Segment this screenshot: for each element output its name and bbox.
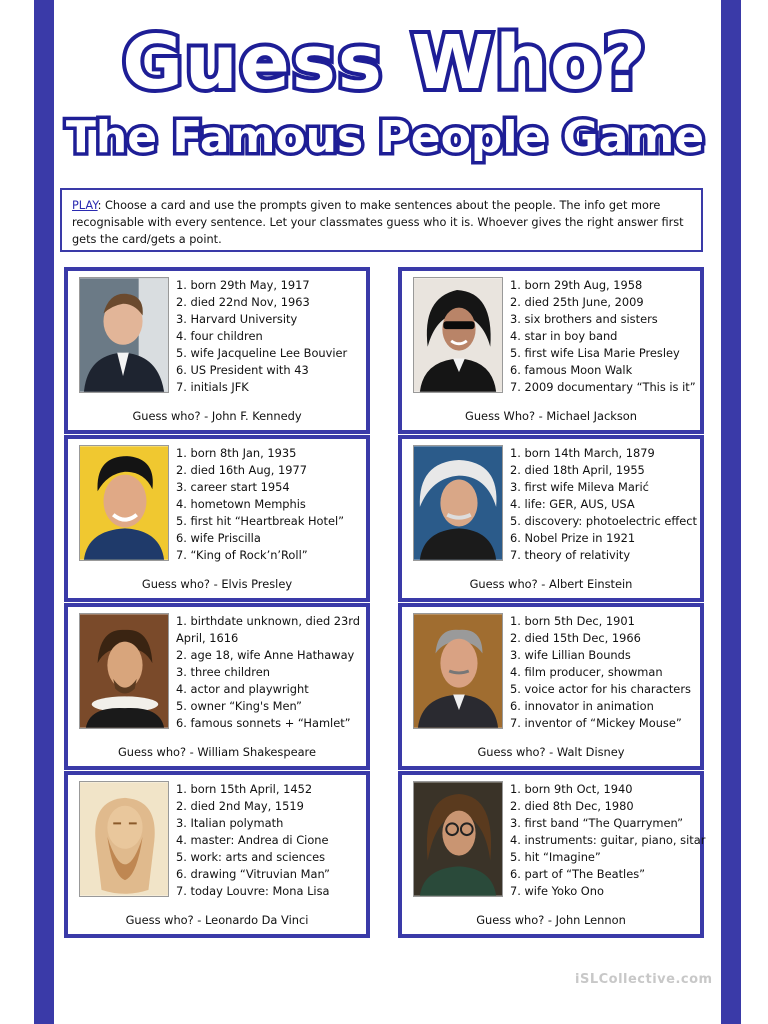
fact-item: 5. work: arts and sciences [176,850,326,864]
card-8 [398,771,704,938]
fact-list [510,277,702,396]
fact-item: 2. died 25th June, 2009 [510,295,644,309]
fact-item: 3. career start 1954 [176,480,290,494]
fact-item: 2. age 18, wife Anne Hathaway [176,648,355,662]
instructions-label: PLAY [72,199,98,212]
card-answer: Guess who? - Walt Disney [477,745,625,759]
page-subtitle: The Famous People Game [65,112,705,163]
fact-item: 1. born 14th March, 1879 [510,446,655,460]
fact-item: 7. today Louvre: Mona Lisa [176,884,330,898]
fact-item: 5. first hit “Heartbreak Hotel” [176,514,345,528]
fact-item: 6. wife Priscilla [176,531,261,545]
portrait-drawing [79,781,169,897]
portrait-photo [413,445,503,561]
fact-item: 6. famous sonnets + “Hamlet” [176,716,351,730]
fact-item: 7. theory of relativity [510,548,631,562]
fact-item: 4. star in boy band [510,329,618,343]
portrait-photo [413,781,503,897]
fact-item: 4. life: GER, AUS, USA [510,497,635,511]
fact-item: 3. six brothers and sisters [510,312,658,326]
card-4 [398,435,704,602]
instructions-text: : Choose a card and use the prompts given to make sentences about the people. The info get more recognisable with every sentence. Let your classmates guess who it is. Whoever gives the right answer first gets the card/gets a point. [72,199,684,246]
fact-item: 1. born 5th Dec, 1901 [510,614,635,628]
fact-item: 7. inventor of “Mickey Mouse” [510,716,682,730]
card-answer: Guess Who? - Michael Jackson [465,409,637,423]
fact-item: 7. “King of Rock’n’Roll” [176,548,308,562]
portrait-photo [79,277,169,393]
fact-item: 3. Italian polymath [176,816,284,830]
fact-item: 2. died 2nd May, 1519 [176,799,304,813]
fact-item: 4. master: Andrea di Cione [176,833,329,847]
card-answer: Guess who? - William Shakespeare [117,745,317,759]
fact-item: 4. four children [176,329,263,343]
fact-list [510,445,702,564]
fact-item: 7. 2009 documentary “This is it” [510,380,696,394]
fact-item: 5. discovery: photoelectric effect [510,514,697,528]
fact-item: 1. born 9th Oct, 1940 [510,782,633,796]
fact-item: 4. film producer, showman [510,665,663,679]
portrait-photo [413,613,503,729]
fact-item: 6. innovator in animation [510,699,654,713]
page-title: Guess Who? [122,20,648,106]
fact-item: 1. born 29th May, 1917 [176,278,310,292]
fact-list [176,781,368,900]
portrait-photo [79,445,169,561]
instructions-box [60,188,703,252]
fact-item: 5. owner “King's Men” [176,699,302,713]
fact-item: 4. instruments: guitar, piano, sitar [510,833,706,847]
fact-list [510,781,706,900]
card-answer: Guess who? - John Lennon [476,913,626,927]
card-answer: Guess who? - Leonardo Da Vinci [125,913,309,927]
fact-item: 2. died 18th April, 1955 [510,463,645,477]
fact-list [510,613,702,732]
portrait-photo [413,277,503,393]
fact-item: 3. Harvard University [176,312,298,326]
fact-item: April, 1616 [176,631,239,645]
fact-list [176,613,368,732]
fact-item: 6. US President with 43 [176,363,309,377]
page-border-left [34,0,54,1024]
card-answer: Guess who? - Albert Einstein [469,577,633,591]
fact-item: 5. wife Jacqueline Lee Bouvier [176,346,348,360]
fact-item: 7. wife Yoko Ono [510,884,604,898]
card-3 [64,435,370,602]
fact-item: 6. drawing “Vitruvian Man” [176,867,330,881]
fact-item: 2. died 15th Dec, 1966 [510,631,641,645]
fact-item: 3. first wife Mileva Marić [510,480,649,494]
fact-item: 4. hometown Memphis [176,497,306,511]
card-1 [64,267,370,434]
fact-list [176,277,368,396]
portrait-photo [79,613,169,729]
card-7 [64,771,370,938]
card-answer: Guess who? - John F. Kennedy [132,409,302,423]
fact-list [176,445,368,564]
fact-item: 3. wife Lillian Bounds [510,648,631,662]
fact-item: 4. actor and playwright [176,682,309,696]
fact-item: 5. hit “Imagine” [510,850,601,864]
fact-item: 7. initials JFK [176,380,249,394]
fact-item: 6. famous Moon Walk [510,363,633,377]
fact-item: 1. born 8th Jan, 1935 [176,446,297,460]
fact-item: 5. voice actor for his characters [510,682,691,696]
watermark: iSLCollective.com [575,972,713,987]
fact-item: 6. Nobel Prize in 1921 [510,531,636,545]
fact-item: 1. born 29th Aug, 1958 [510,278,643,292]
page-border-right [721,0,741,1024]
card-answer: Guess who? - Elvis Presley [141,577,293,591]
fact-item: 2. died 8th Dec, 1980 [510,799,634,813]
fact-item: 2. died 22nd Nov, 1963 [176,295,310,309]
fact-item: 1. born 15th April, 1452 [176,782,313,796]
fact-item: 3. three children [176,665,270,679]
card-5 [64,603,370,770]
fact-item: 6. part of “The Beatles” [510,867,646,881]
card-2 [398,267,704,434]
fact-item: 5. first wife Lisa Marie Presley [510,346,680,360]
fact-item: 2. died 16th Aug, 1977 [176,463,308,477]
card-6 [398,603,704,770]
fact-item: 3. first band “The Quarrymen” [510,816,684,830]
fact-item: 1. birthdate unknown, died 23rd [176,614,361,628]
